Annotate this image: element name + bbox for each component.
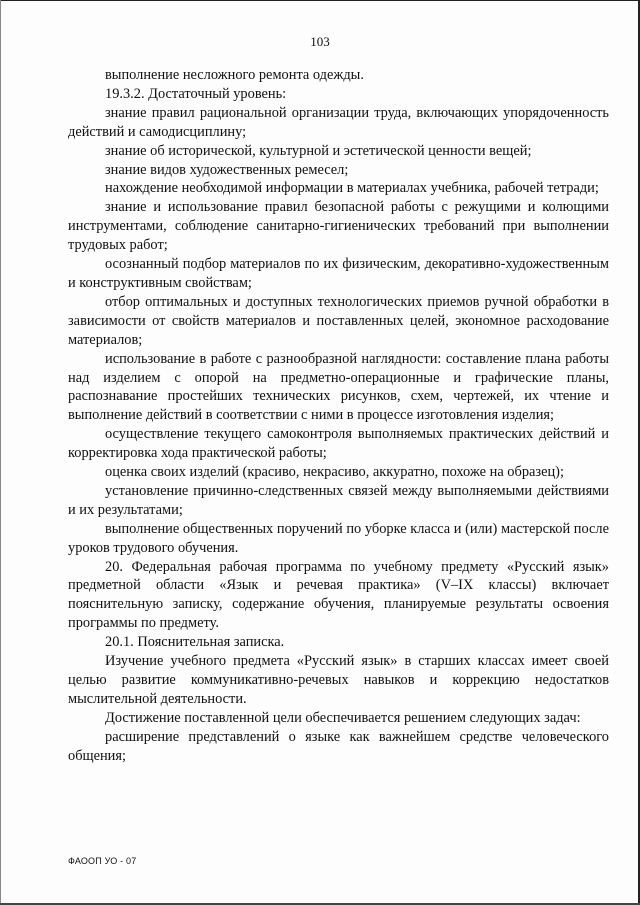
- paragraph: осуществление текущего самоконтроля выполняемых практических действий и корректировка хода практической работы;: [68, 426, 609, 462]
- paragraph: выполнение общественных поручений по уборке класса и (или) мастерской после уроков трудового обучения.: [68, 520, 609, 556]
- scan-edge-top: [0, 0, 640, 1]
- paragraph: Достижение поставленной цели обеспечивается решением следующих задач:: [105, 709, 581, 726]
- section-heading: 19.3.2. Достаточный уровень:: [105, 85, 287, 102]
- paragraph: знание и использование правил безопасной работы с режущими и колющими инструментами, соблюдение санитарно-гигиенических требований при выполнении трудовых работ;: [68, 199, 609, 254]
- paragraph: нахождение необходимой информации в материалах учебника, рабочей тетради;: [105, 180, 599, 197]
- scan-edge-left: [0, 0, 1, 905]
- paragraph: отбор оптимальных и доступных технологических приемов ручной обработки в зависимости от свойств материалов и поставленных целей, экономное расходование материалов;: [68, 293, 609, 348]
- paragraph: установление причинно-следственных связей между выполняемыми действиями и их результатами;: [68, 482, 609, 518]
- footer-code: ФАООП УО - 07: [68, 856, 137, 866]
- page-number: 103: [310, 34, 330, 49]
- page-body: [68, 66, 609, 766]
- paragraph: Изучение учебного предмета «Русский язык» в старших классах имеет своей целью развитие коммуникативно-речевых навыков и коррекцию недостатков мыслительной деятельности.: [68, 653, 609, 707]
- section-paragraph: 20. Федеральная рабочая программа по учебному предмету «Русский язык» предметной области «Язык и речевая практика» (V–IX классы) включает пояснительную записку, содержание обучения, планируемые результаты освоения программы по предмету.: [68, 558, 609, 632]
- paragraph: расширение представлений о языке как важнейшем средстве человеческого общения;: [68, 728, 609, 764]
- section-heading: 20.1. Пояснительная записка.: [105, 634, 285, 651]
- paragraph: использование в работе с разнообразной наглядности: составление плана работы над изделием с опорой на предметно-операционные и графические планы, распознавание простейших технических рисунков, схем, чертежей, их чтение и выполнение действий в соответствии с ними в процессе изготовления изделия;: [68, 350, 609, 424]
- paragraph: знание правил рациональной организации труда, включающих упорядоченность действий и самодисциплину;: [68, 104, 609, 140]
- paragraph: знание об исторической, культурной и эстетической ценности вещей;: [105, 142, 532, 159]
- paragraph: осознанный подбор материалов по их физическим, декоративно-художественным и конструктивным свойствам;: [68, 256, 609, 291]
- paragraph: знание видов художественных ремесел;: [105, 161, 349, 178]
- paragraph: выполнение несложного ремонта одежды.: [105, 67, 364, 83]
- paragraph: оценка своих изделий (красиво, некрасиво, аккуратно, похоже на образец);: [105, 464, 564, 481]
